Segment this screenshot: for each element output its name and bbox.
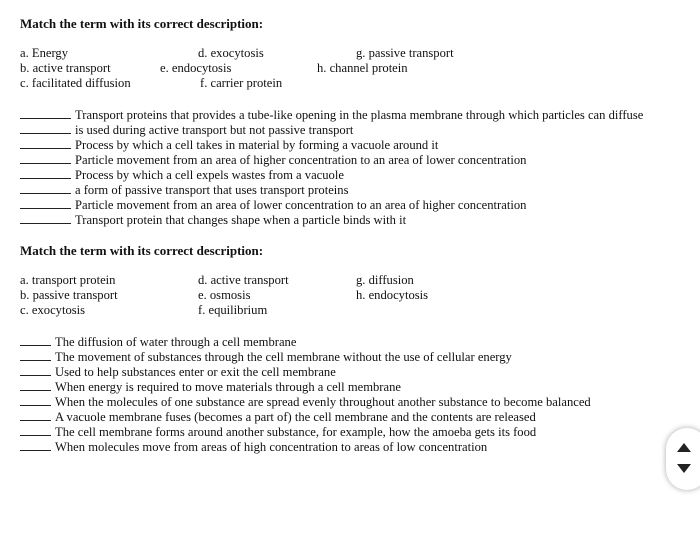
question-text: Particle movement from an area of lower concentration to an area of higher concentration xyxy=(75,198,527,212)
term-s1-f: f. carrier protein xyxy=(200,76,283,90)
term-s2-d: d. active transport xyxy=(198,273,289,287)
question-text: Transport protein that changes shape when a particle binds with it xyxy=(75,213,407,227)
question-text: Transport proteins that provides a tube-like opening in the plasma membrane through which particles can diffuse xyxy=(75,108,644,122)
term-s2-e: e. osmosis xyxy=(198,288,251,302)
answer-blank[interactable] xyxy=(20,409,51,421)
s2-question xyxy=(20,394,591,410)
question-text: When energy is required to move materials through a cell membrane xyxy=(55,380,401,394)
answer-blank[interactable] xyxy=(20,334,51,346)
question-text: Particle movement from an area of higher concentration to an area of lower concentration xyxy=(75,153,527,167)
scroll-down-icon[interactable] xyxy=(677,464,691,473)
question-text: Process by which a cell takes in material by forming a vacuole around it xyxy=(75,138,439,152)
question-text: The cell membrane forms around another substance, for example, how the amoeba gets its food xyxy=(55,425,537,439)
answer-blank[interactable] xyxy=(20,364,51,376)
s1-question xyxy=(20,212,406,228)
term-s2-a: a. transport protein xyxy=(20,273,116,287)
term-s2-h: h. endocytosis xyxy=(356,288,429,302)
answer-blank[interactable] xyxy=(20,379,51,391)
s2-question xyxy=(20,409,536,425)
question-text: The diffusion of water through a cell membrane xyxy=(55,335,297,349)
answer-blank[interactable] xyxy=(20,424,51,436)
section1-title: Match the term with its correct description: xyxy=(20,16,264,31)
s2-question xyxy=(20,364,336,380)
s1-question xyxy=(20,152,526,168)
s1-question xyxy=(20,137,438,153)
question-text: When the molecules of one substance are spread evenly throughout another substance to become balanced xyxy=(55,395,591,409)
s1-question xyxy=(20,122,353,138)
answer-blank[interactable] xyxy=(20,107,71,119)
answer-blank[interactable] xyxy=(20,137,71,149)
s2-question xyxy=(20,439,487,455)
answer-blank[interactable] xyxy=(20,182,71,194)
section2-title: Match the term with its correct description: xyxy=(20,243,264,258)
term-s2-g: g. diffusion xyxy=(356,273,414,287)
term-s2-c: c. exocytosis xyxy=(20,303,86,317)
question-text: Process by which a cell expels wastes from a vacuole xyxy=(75,168,344,182)
answer-blank[interactable] xyxy=(20,439,51,451)
answer-blank[interactable] xyxy=(20,212,71,224)
answer-blank[interactable] xyxy=(20,152,71,164)
scroll-up-icon[interactable] xyxy=(677,443,691,452)
question-text: When molecules move from areas of high concentration to areas of low concentration xyxy=(55,440,488,454)
s1-question xyxy=(20,197,526,213)
page-scroll-control[interactable] xyxy=(666,428,700,490)
term-s2-f: f. equilibrium xyxy=(198,303,268,317)
term-s1-h: h. channel protein xyxy=(317,61,408,75)
answer-blank[interactable] xyxy=(20,167,71,179)
s2-question xyxy=(20,424,536,440)
term-s1-e: e. endocytosis xyxy=(160,61,232,75)
answer-blank[interactable] xyxy=(20,122,71,134)
question-text: is used during active transport but not passive transport xyxy=(75,123,354,137)
s1-question xyxy=(20,182,349,198)
answer-blank[interactable] xyxy=(20,197,71,209)
answer-blank[interactable] xyxy=(20,349,51,361)
s2-question xyxy=(20,379,401,395)
question-text: Used to help substances enter or exit the cell membrane xyxy=(55,365,336,379)
term-s2-b: b. passive transport xyxy=(20,288,118,302)
s1-question xyxy=(20,107,643,123)
question-text: a form of passive transport that uses transport proteins xyxy=(75,183,349,197)
question-text: A vacuole membrane fuses (becomes a part of) the cell membrane and the contents are released xyxy=(55,410,536,424)
answer-blank[interactable] xyxy=(20,394,51,406)
term-s1-d: d. exocytosis xyxy=(198,46,264,60)
s1-question xyxy=(20,167,344,183)
term-s1-g: g. passive transport xyxy=(356,46,454,60)
term-s1-c: c. facilitated diffusion xyxy=(20,76,131,90)
s2-question xyxy=(20,334,296,350)
term-s1-a: a. Energy xyxy=(20,46,69,60)
term-s1-b: b. active transport xyxy=(20,61,111,75)
question-text: The movement of substances through the cell membrane without the use of cellular energy xyxy=(55,350,512,364)
s2-question xyxy=(20,349,512,365)
